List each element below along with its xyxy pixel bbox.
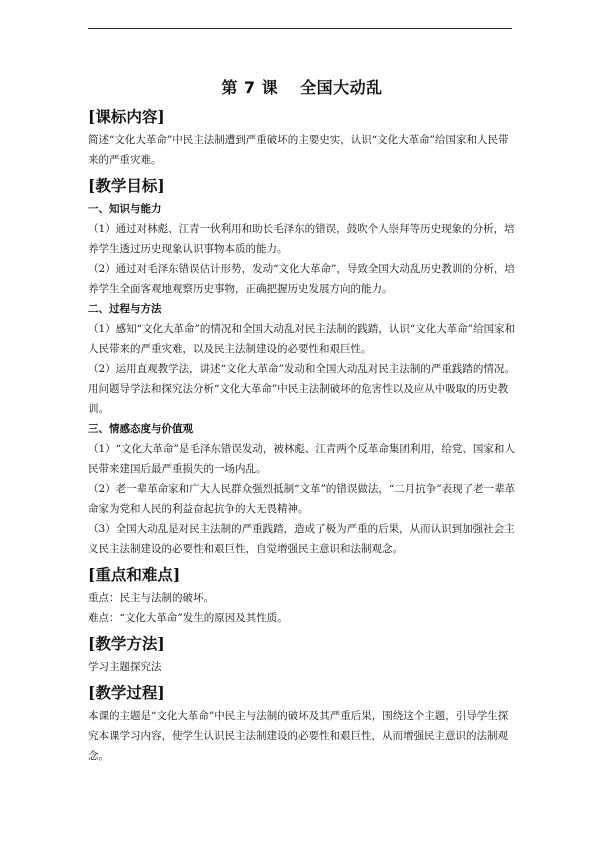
- values-item-2: （2）老一辈革命家和广大人民群众强烈抵制“文革”的错误做法，“二月抗争”表现了老一辈革命家为党和人民的利益奋起抗争的大无畏精神。: [88, 483, 516, 515]
- process-method-item-2: （2）运用直观教学法，讲述“文化大革命”发动和全国大动乱对民主法制的严重践踏的情况。用问题导学法和探究法分析“文化大革命”中民主法制破坏的危害性以及应从中吸取的历史教训。: [88, 363, 515, 415]
- values-item-1: （1）“文化大革命”是毛泽东错误发动，被林彪、江青两个反革命集团利用，给党、国家和人民带来建国后最严重损失的一场内乱。: [88, 443, 515, 475]
- knowledge-heading: 一、知识与能力: [88, 203, 162, 215]
- lesson-title: [88, 76, 516, 100]
- header-rule: [88, 28, 512, 29]
- objectives-heading: [教学目标]: [88, 176, 165, 195]
- keypoint-difficult: 难点：“文化大革命”发生的原因及其性质。: [88, 612, 288, 624]
- keypoint-key: 重点：民主与法制的破坏。: [88, 592, 214, 604]
- knowledge-item-2: （2）通过对毛泽东错误估计形势，发动“文化大革命”，导致全国大动乱历史教训的分析，培养学生全面客观地观察历史事物，正确把握历史发展方向的能力。: [88, 263, 515, 295]
- teaching-process-heading: [教学过程]: [88, 683, 165, 702]
- lesson-number: 第 7 课: [221, 78, 279, 97]
- teaching-process-text: 本课的主题是“文化大革命”中民主与法制的破坏及其严重后果，围绕这个主题，引导学生探究本课学习内容，使学生认识民主法制建设的必要性和艰巨性，从而增强民主意识的法制观念。: [88, 710, 509, 762]
- knowledge-item-1: （1）通过对林彪、江青一伙利用和助长毛泽东的错误，鼓吹个人崇拜等历史现象的分析，培养学生透过历史现象认识事物本质的能力。: [88, 223, 515, 255]
- values-heading: 三、情感态度与价值观: [88, 423, 193, 435]
- values-item-3: （3）全国大动乱是对民主法制的严重践踏，造成了极为严重的后果，从而认识到加强社会主义民主法制建设的必要性和艰巨性，自觉增强民主意识和法制观念。: [88, 523, 515, 555]
- process-method-heading: 二、过程与方法: [88, 303, 162, 315]
- lesson-name: 全国大动乱: [300, 78, 383, 97]
- process-method-item-1: （1）感知“文化大革命”的情况和全国大动乱对民主法制的践踏，认识“文化大革命”给国家和人民带来的严重灾难，以及民主法制建设的必要性和艰巨性。: [88, 323, 516, 355]
- keypoints-heading: [重点和难点]: [88, 565, 181, 584]
- methods-heading: [教学方法]: [88, 634, 165, 653]
- curriculum-text: 简述“文化大革命”中民主法制遭到严重破坏的主要史实，认识“文化大革命”给国家和人民带来的严重灾难。: [88, 134, 509, 166]
- methods-text: 学习主题探究法: [88, 661, 162, 673]
- curriculum-heading: [课标内容]: [88, 107, 165, 126]
- document-page: [88, 76, 516, 766]
